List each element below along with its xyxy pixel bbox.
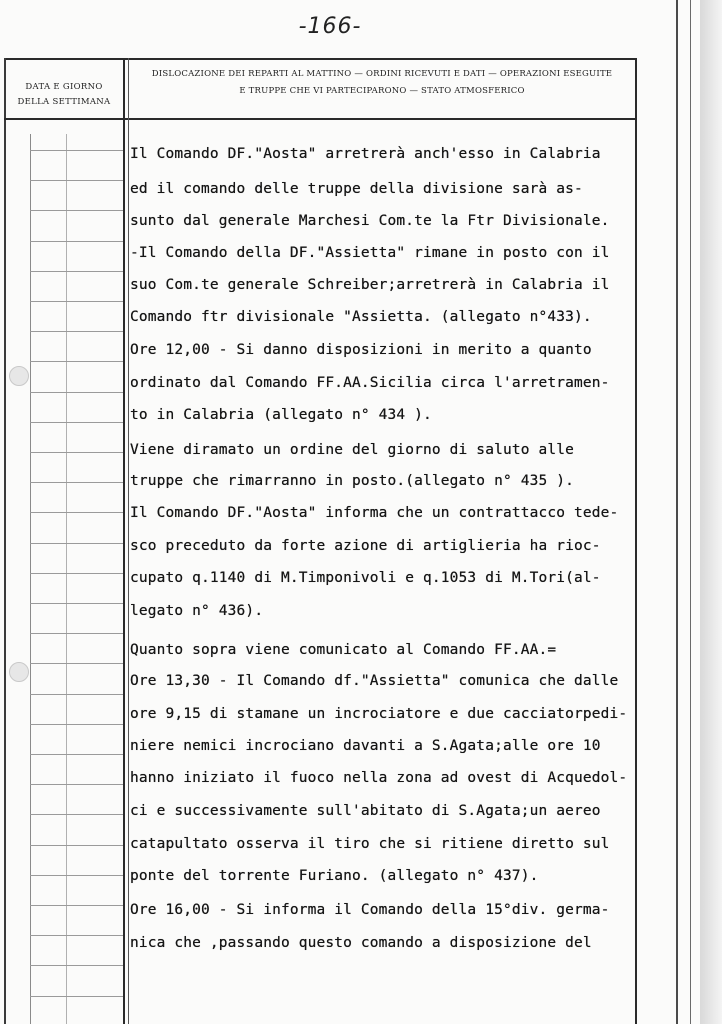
operations-column-header — [132, 66, 632, 100]
page-number: -166- — [298, 14, 362, 39]
text-line: truppe che rimarranno in posto.(allegato n° 435 ). — [130, 473, 574, 489]
text-line: cupato q.1140 di M.Timponivoli e q.1053 di M.Tori(al- — [130, 570, 601, 586]
operations-header-line: E TRUPPE CHE VI PARTECIPARONO — STATO ATMOSFERICO — [239, 86, 525, 96]
text-line: to in Calabria (allegato n° 434 ). — [130, 407, 432, 423]
date-header-line: DELLA SETTIMANA — [17, 97, 111, 107]
date-header-line: DATA E GIORNO — [25, 82, 103, 92]
text-line: sunto dal generale Marchesi Com.te la Ftr Divisionale. — [130, 213, 610, 229]
ledger-rule — [30, 845, 123, 846]
ledger-rule — [30, 543, 123, 544]
ledger-vertical-rule — [66, 134, 67, 1024]
header-divider — [4, 118, 636, 120]
column-divider — [123, 58, 125, 1024]
text-line: Il Comando DF."Aosta" arretrerà anch'esso in Calabria — [130, 146, 601, 162]
text-line: Comando ftr divisionale "Assietta. (allegato n°433). — [130, 309, 592, 325]
text-line: Ore 13,30 - Il Comando df."Assietta" comunica che dalle — [130, 673, 619, 689]
text-line: ponte del torrente Furiano. (allegato n° 437). — [130, 868, 539, 884]
ledger-rule — [30, 633, 123, 634]
ledger-rule — [30, 603, 123, 604]
ledger-rule — [30, 392, 123, 393]
text-line: Quanto sopra viene comunicato al Comando FF.AA.= — [130, 642, 557, 658]
ledger-rule — [30, 361, 123, 362]
text-line: nica che ,passando questo comando a disposizione del — [130, 935, 592, 951]
operations-header-line: DISLOCAZIONE DEI REPARTI AL MATTINO — ORDINI RICEVUTI E DATI — OPERAZIONI ESEGUITE — [151, 69, 613, 79]
frame-top-border — [4, 58, 636, 60]
ledger-rule — [30, 694, 123, 695]
text-line: -Il Comando della DF."Assietta" rimane in posto con il — [130, 245, 610, 261]
text-line: Viene diramato un ordine del giorno di saluto alle — [130, 442, 574, 458]
text-line: catapultato osserva il tiro che si ritiene diretto sul — [130, 836, 610, 852]
ledger-rule — [30, 814, 123, 815]
ledger-rule — [30, 512, 123, 513]
ledger-rule — [30, 965, 123, 966]
text-line: hanno iniziato il fuoco nella zona ad ovest di Acquedol- — [130, 770, 628, 786]
binding-hole — [9, 366, 29, 386]
ledger-rule — [30, 935, 123, 936]
text-line: niere nemici incrociano davanti a S.Agata;alle ore 10 — [130, 738, 601, 754]
page-edge-line — [676, 0, 678, 1024]
ledger-rule — [30, 724, 123, 725]
ledger-rule — [30, 180, 123, 181]
binding-hole — [9, 662, 29, 682]
column-divider — [128, 58, 129, 1024]
ledger-rule — [30, 996, 123, 997]
ledger-rule — [30, 905, 123, 906]
ledger-rule — [30, 301, 123, 302]
ledger-rule — [30, 422, 123, 423]
page-edge-shadow — [700, 0, 722, 1024]
page-edge-line — [690, 0, 691, 1024]
text-line: ore 9,15 di stamane un incrociatore e due cacciatorpedi- — [130, 706, 628, 722]
text-line: ed il comando delle truppe della divisione sarà as- — [130, 181, 583, 197]
text-line: Ore 16,00 - Si informa il Comando della 15°div. germa- — [130, 902, 610, 918]
ledger-rule — [30, 573, 123, 574]
ledger-rule — [30, 784, 123, 785]
text-line: suo Com.te generale Schreiber;arretrerà in Calabria il — [130, 277, 610, 293]
ledger-rule — [30, 331, 123, 332]
text-line: legato n° 436). — [130, 603, 264, 619]
date-column-header — [8, 80, 120, 110]
ledger-rule — [30, 875, 123, 876]
ledger-rule — [30, 754, 123, 755]
frame-left-border — [4, 58, 6, 1024]
frame-right-border — [635, 58, 637, 1024]
ledger-rule — [30, 150, 123, 151]
ledger-rule — [30, 482, 123, 483]
ledger-rule — [30, 210, 123, 211]
ledger-vertical-rule — [30, 134, 31, 1024]
text-line: ordinato dal Comando FF.AA.Sicilia circa l'arretramen- — [130, 375, 610, 391]
text-line: sco preceduto da forte azione di artiglieria ha rioc- — [130, 538, 601, 554]
text-line: Il Comando DF."Aosta" informa che un contrattacco tede- — [130, 505, 619, 521]
ledger-rule — [30, 271, 123, 272]
text-line: ci e successivamente sull'abitato di S.Agata;un aereo — [130, 803, 601, 819]
ledger-rule — [30, 241, 123, 242]
ledger-rule — [30, 452, 123, 453]
text-line: Ore 12,00 - Si danno disposizioni in merito a quanto — [130, 342, 592, 358]
ledger-rule — [30, 663, 123, 664]
